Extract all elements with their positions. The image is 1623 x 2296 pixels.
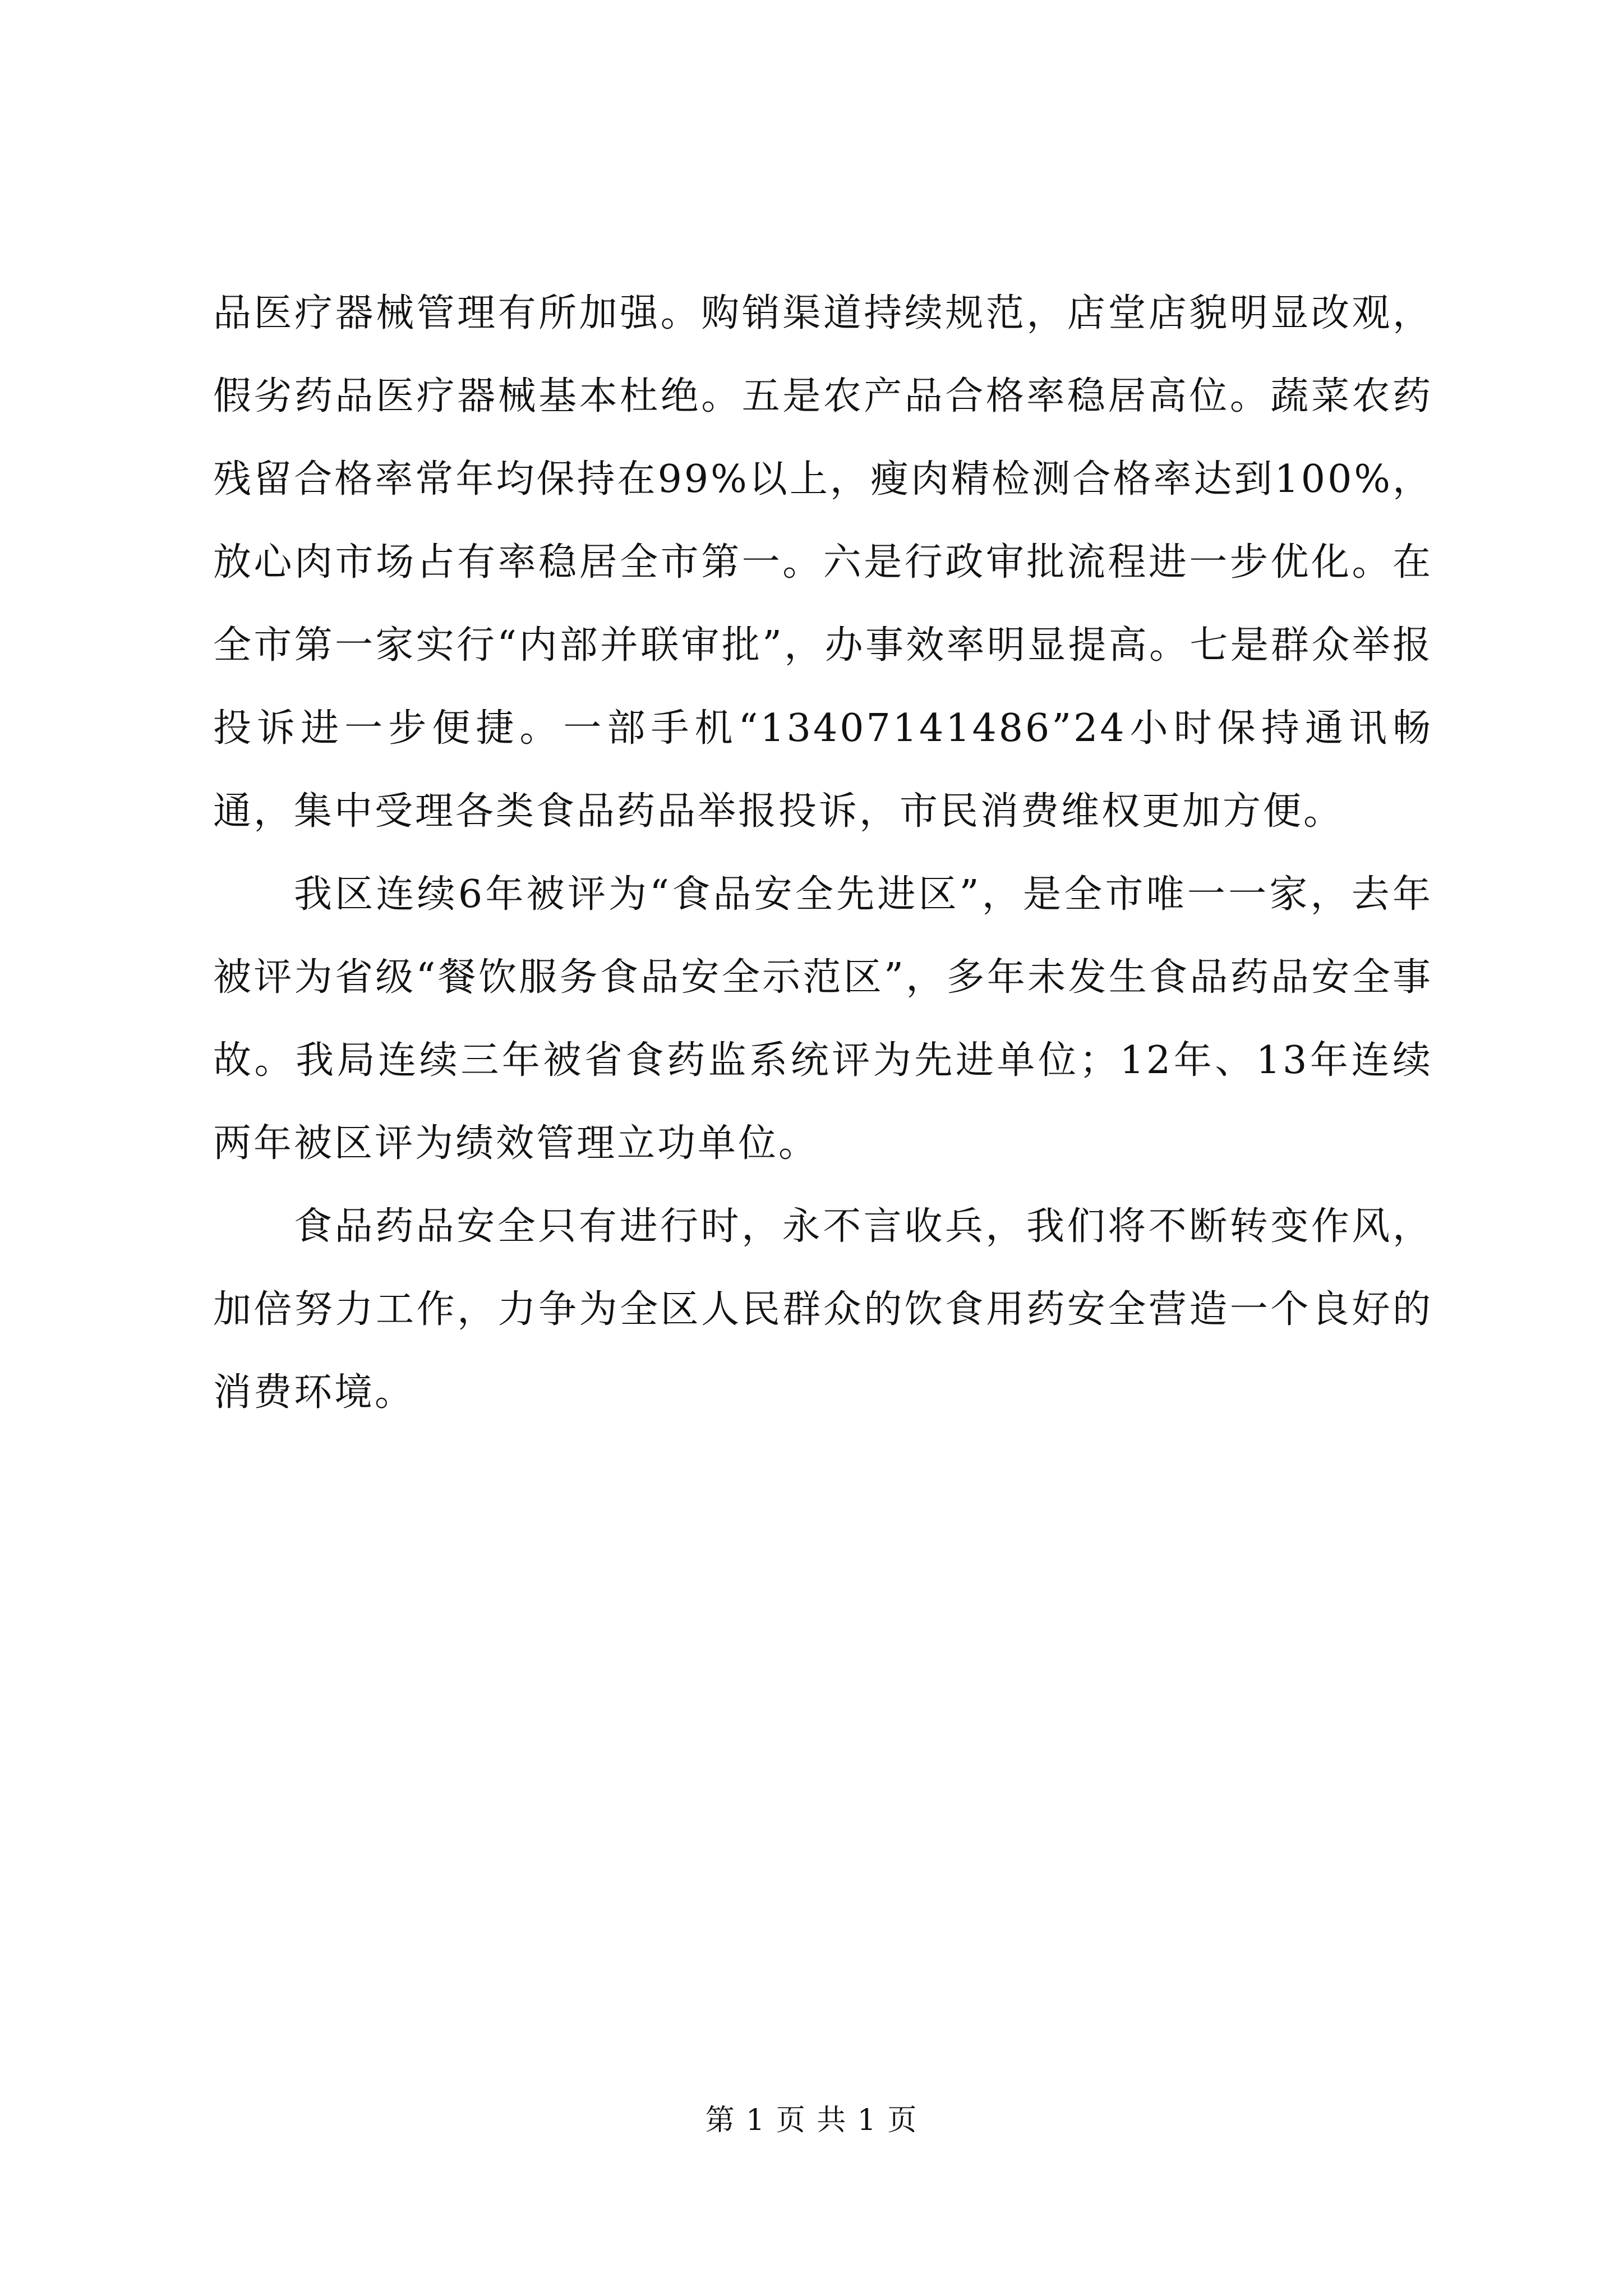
- body-text: [213, 272, 1433, 1434]
- page-footer: 第 1 页 共 1 页: [705, 2104, 918, 2137]
- paragraph-1: 品医疗器械管理有所加强。购销渠道持续规范，店堂店貌明显改观，假劣药品医疗器械基本杜绝。五是农产品合格率稳居高位。蔬菜农药残留合格率常年均保持在99%以上，瘦肉精检测合格率达到100%，放心肉市场占有率稳居全市第一。六是行政审批流程进一步优化。在全市第一家实行“内部并联审批”，办事效率明显提高。七是群众举报投诉进一步便捷。一部手机“13407141486”24小时保持通讯畅通，集中受理各类食品药品举报投诉，市民消费维权更加方便。: [213, 291, 1433, 834]
- paragraph-3: 食品药品安全只有进行时，永不言收兵，我们将不断转变作风，加倍努力工作，力争为全区人民群众的饮食用药安全营造一个良好的消费环境。: [213, 1204, 1433, 1415]
- paragraph-2: 我区连续6年被评为“食品安全先进区”，是全市唯一一家，去年被评为省级“餐饮服务食品安全示范区”，多年未发生食品药品安全事故。我局连续三年被省食药监系统评为先进单位；12年、13年连续两年被区评为绩效管理立功单位。: [213, 872, 1433, 1166]
